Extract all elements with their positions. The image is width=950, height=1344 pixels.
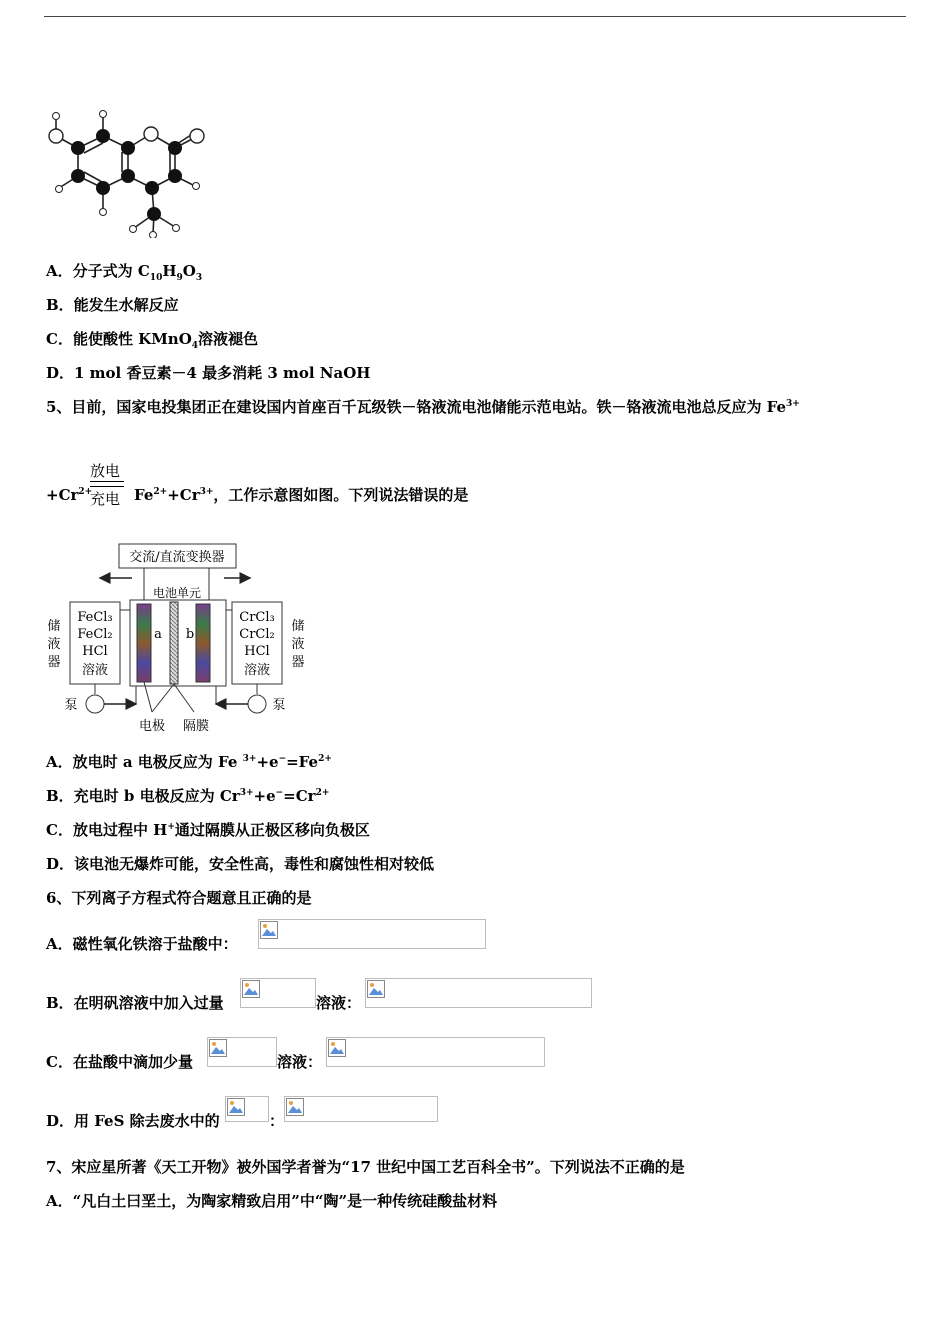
svg-text:液: 液: [291, 637, 305, 652]
broken-image-icon: [328, 1039, 346, 1057]
broken-image-icon: [367, 980, 385, 998]
svg-text:器: 器: [291, 655, 305, 670]
broken-image-icon: [242, 980, 260, 998]
q6-b-equation-image: [365, 978, 592, 1008]
molecule-structure-image: [44, 106, 214, 238]
arrow-label-charge: 充电: [90, 490, 121, 508]
svg-text:CrCl₂: CrCl₂: [239, 627, 275, 642]
storage-label-right: 储: [291, 619, 305, 634]
q6-option-b-text2: 溶液：: [316, 994, 362, 1012]
svg-text:液: 液: [47, 637, 61, 652]
q5-stem-line2-right: $Fe^{2+}+Cr^{3+}$，工作示意图如图。下列说法错误的是: [134, 486, 469, 504]
broken-image-icon: [286, 1098, 304, 1116]
q6-option-b-text1: B．在明矾溶液中加入过量: [46, 994, 224, 1012]
svg-text:溶液: 溶液: [243, 663, 271, 678]
pump-right: [248, 695, 266, 713]
cell-unit-label: 电池单元: [152, 586, 202, 600]
q6-option-a: A．磁性氧化铁溶于盐酸中：: [46, 935, 238, 953]
svg-text:泵: 泵: [64, 698, 78, 713]
q5-stem-line2-left: $+Cr^{2+}$: [46, 486, 93, 504]
q6-b-reagent-image: [240, 978, 316, 1008]
q6-d-equation-image: [284, 1096, 438, 1122]
q5-reaction-arrow: [88, 458, 128, 508]
q6-option-c-text2: 溶液：: [277, 1053, 323, 1071]
svg-text:隔膜: 隔膜: [182, 719, 210, 734]
svg-text:HCl: HCl: [82, 644, 108, 659]
q6-d-ion-image: [225, 1096, 269, 1122]
q5-option-a: A．放电时 a 电极反应为 Fe $^{3+}+e^-=Fe^{2+}$: [46, 753, 332, 771]
q4-option-c: C．能使酸性 KMnO$_4$溶液褪色: [46, 330, 259, 351]
q6-a-equation-image: [258, 919, 486, 949]
svg-text:FeCl₂: FeCl₂: [77, 627, 113, 642]
svg-text:a: a: [154, 627, 162, 642]
electrode-a: [137, 604, 151, 682]
svg-text:CrCl₃: CrCl₃: [239, 610, 275, 625]
membrane: [170, 602, 178, 684]
q6-c-equation-image: [326, 1037, 545, 1067]
q4-option-d: D．1 mol 香豆素－4 最多消耗 3 mol NaOH: [46, 364, 371, 382]
flow-battery-diagram: [44, 540, 314, 740]
svg-text:泵: 泵: [272, 698, 286, 713]
broken-image-icon: [260, 921, 278, 939]
q7-option-a: A．“凡白土曰垩土，为陶家精致启用”中“陶”是一种传统硅酸盐材料: [46, 1192, 498, 1210]
storage-label-left: 储: [47, 619, 61, 634]
header-rule: [44, 16, 906, 17]
q5-option-c: C．放电过程中 H+通过隔膜从正极区移向负极区: [46, 821, 370, 839]
broken-image-icon: [227, 1098, 245, 1116]
electrode-b: [196, 604, 210, 682]
q5-option-d: D．该电池无爆炸可能，安全性高，毒性和腐蚀性相对较低: [46, 855, 435, 873]
svg-text:器: 器: [47, 655, 61, 670]
q6-option-c-text1: C．在盐酸中滴加少量: [46, 1053, 193, 1071]
converter-label: 交流/直流变换器: [129, 550, 225, 565]
q4-option-a: A．分子式为 $C_{10}H_9O_3$: [46, 262, 203, 283]
q7-stem: 7、宋应星所著《天工开物》被外国学者誉为“17 世纪中国工艺百科全书”。下列说法不正确的是: [46, 1158, 685, 1176]
arrow-label-discharge: 放电: [90, 462, 121, 480]
q6-c-reagent-image: [207, 1037, 277, 1067]
q4-option-b: B．能发生水解反应: [46, 296, 179, 314]
svg-text:b: b: [185, 627, 195, 642]
q6-option-d-text2: ：: [269, 1112, 285, 1130]
pump-left: [86, 695, 104, 713]
svg-text:FeCl₃: FeCl₃: [77, 610, 113, 625]
q5-option-b: B．充电时 b 电极反应为 $Cr^{3+}+e^-=Cr^{2+}$: [46, 787, 330, 805]
q6-stem: 6、下列离子方程式符合题意且正确的是: [46, 889, 312, 907]
q6-option-d-text1: D．用 FeS 除去废水中的: [46, 1112, 220, 1130]
svg-text:HCl: HCl: [244, 644, 270, 659]
svg-text:溶液: 溶液: [81, 663, 109, 678]
broken-image-icon: [209, 1039, 227, 1057]
q5-stem-line1: 5、目前，国家电投集团正在建设国内首座百千瓦级铁－铬液流电池储能示范电站。铁－铬液流电池总反应为 $Fe^{3+}$: [46, 398, 800, 416]
svg-text:电极: 电极: [138, 719, 166, 734]
